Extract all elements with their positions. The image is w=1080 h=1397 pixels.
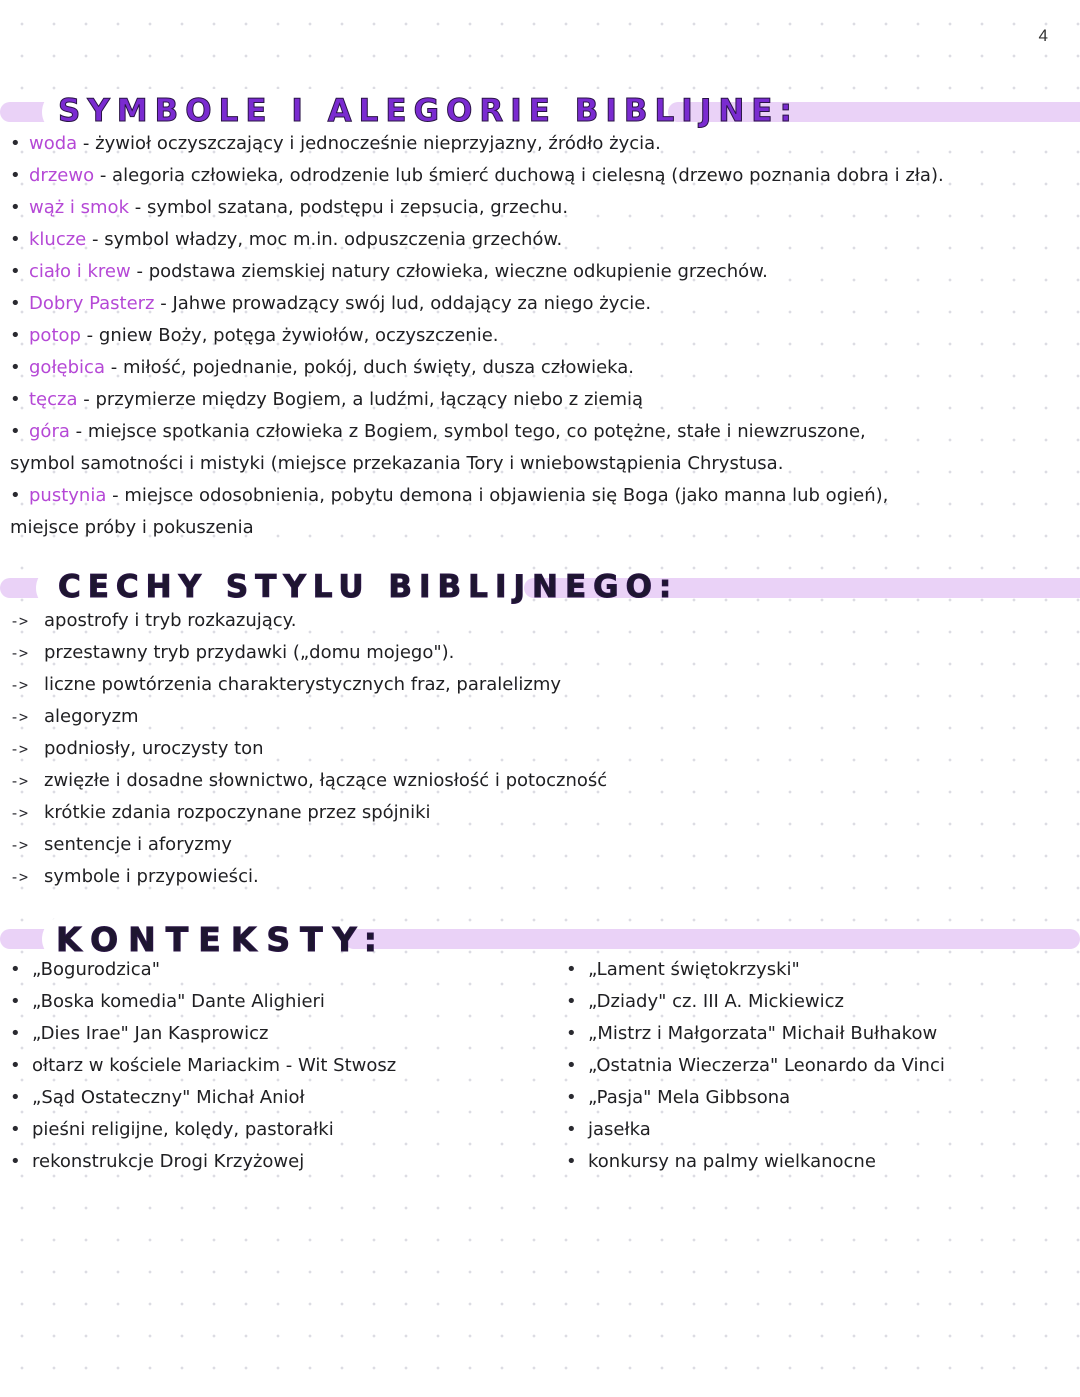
style-feature: krótkie zdania rozpoczynane przez spójniki [44, 802, 431, 823]
arrow-icon: -> [10, 804, 29, 822]
symbol-term: klucze [29, 229, 87, 250]
arrow-icon: -> [10, 612, 29, 630]
list-item [10, 480, 1078, 512]
bullet-dot: • [10, 293, 21, 314]
symbol-term: wąż i smok [29, 197, 129, 218]
list-item [10, 986, 396, 1018]
bullet-dot: • [10, 1087, 21, 1108]
arrow-icon: -> [10, 740, 29, 758]
symbol-term: potop [29, 325, 81, 346]
bullet-dot: • [10, 991, 21, 1012]
symbols-heading: SYMBOLE I ALEGORIE BIBLIJNE: [58, 93, 799, 129]
list-item-continuation: miejsce próby i pokuszenia [10, 517, 254, 538]
contexts-heading: KONTEKSTY: [56, 920, 387, 959]
symbol-description: miejsce odosobnienia, pobytu demona i objawienia się Boga (jako manna lub ogień), [124, 485, 889, 506]
context-item: konkursy na palmy wielkanocne [588, 1151, 876, 1172]
dash-separator: - [86, 229, 105, 250]
symbol-term: drzewo [29, 165, 95, 186]
dash-separator: - [94, 165, 113, 186]
symbol-description: przymierze między Bogiem, a ludźmi, łączący niebo z ziemią [95, 389, 644, 410]
context-item: „Boska komedia" Dante Alighieri [32, 991, 325, 1012]
bullet-dot: • [10, 1023, 21, 1044]
bullet-dot: • [566, 1151, 577, 1172]
list-item [10, 352, 1078, 384]
bullet-dot: • [10, 1055, 21, 1076]
list-item [10, 669, 1078, 701]
bullet-dot: • [10, 197, 21, 218]
bullet-dot: • [10, 485, 21, 506]
symbol-description: symbol szatana, podstępu i zepsucia, grzechu. [146, 197, 569, 218]
symbol-description: alegoria człowieka, odrodzenie lub śmierć duchową i cielesną (drzewo poznania dobra i zła). [112, 165, 944, 186]
context-item: „Dies Irae" Jan Kasprowicz [32, 1023, 269, 1044]
list-item [10, 733, 1078, 765]
dash-separator: - [69, 421, 88, 442]
list-item [566, 1050, 945, 1082]
dash-separator: - [154, 293, 173, 314]
dash-separator: - [106, 485, 125, 506]
style-feature: liczne powtórzenia charakterystycznych fraz, paralelizmy [44, 674, 562, 695]
context-item: rekonstrukcje Drogi Krzyżowej [32, 1151, 305, 1172]
bullet-dot: • [10, 229, 21, 250]
symbol-description: Jahwe prowadzący swój lud, oddający za niego życie. [172, 293, 652, 314]
list-item [566, 1146, 945, 1178]
style-feature: apostrofy i tryb rozkazujący. [44, 610, 297, 631]
style-feature: zwięzłe i dosadne słownictwo, łączące wzniosłość i potoczność [44, 770, 608, 791]
arrow-icon: -> [10, 676, 29, 694]
bullet-dot: • [10, 133, 21, 154]
list-item [10, 288, 1078, 320]
context-item: ołtarz w kościele Mariackim - Wit Stwosz [32, 1055, 397, 1076]
dash-separator: - [130, 261, 149, 282]
arrow-icon: -> [10, 836, 29, 854]
arrow-icon: -> [10, 644, 29, 662]
list-item [10, 797, 1078, 829]
bullet-dot: • [10, 1151, 21, 1172]
bullet-dot: • [10, 959, 21, 980]
list-item [10, 605, 1078, 637]
bullet-dot: • [566, 959, 577, 980]
dash-separator: - [104, 357, 123, 378]
list-item [10, 128, 1078, 160]
style-feature: przestawny tryb przydawki („domu mojego"). [44, 642, 455, 663]
context-item: jasełka [588, 1119, 651, 1140]
symbol-description: miejsce spotkania człowieka z Bogiem, symbol tego, co potężne, stałe i niewzruszone, [87, 421, 866, 442]
style-heading: CECHY STYLU BIBLIJNEGO: [58, 569, 679, 605]
page-number: 4 [1038, 26, 1048, 45]
bullet-dot: • [566, 1023, 577, 1044]
list-item [10, 1146, 396, 1178]
list-item [10, 701, 1078, 733]
list-item [10, 861, 1078, 893]
list-item [10, 829, 1078, 861]
symbol-description: żywioł oczyszczający i jednocześnie nieprzyjazny, źródło życia. [95, 133, 661, 154]
contexts-left-column [10, 954, 396, 1178]
bullet-dot: • [566, 1087, 577, 1108]
context-item: „Dziady" cz. III A. Mickiewicz [588, 991, 844, 1012]
context-item: „Bogurodzica" [32, 959, 160, 980]
list-item [10, 384, 1078, 416]
style-feature: alegoryzm [44, 706, 139, 727]
context-item: „Ostatnia Wieczerza" Leonardo da Vinci [588, 1055, 945, 1076]
dash-separator: - [77, 133, 96, 154]
list-item [10, 1050, 396, 1082]
list-item [10, 954, 396, 986]
symbol-description: miłość, pojednanie, pokój, duch święty, dusza człowieka. [122, 357, 635, 378]
context-item: „Mistrz i Małgorzata" Michaił Bułhakow [588, 1023, 938, 1044]
arrow-icon: -> [10, 868, 29, 886]
context-item: „Sąd Ostateczny" Michał Anioł [32, 1087, 305, 1108]
bullet-dot: • [10, 357, 21, 378]
list-item [10, 256, 1078, 288]
list-item [10, 765, 1078, 797]
bullet-dot: • [10, 389, 21, 410]
heading-highlight-right [344, 929, 1080, 949]
arrow-icon: -> [10, 772, 29, 790]
list-item [10, 1082, 396, 1114]
list-item [10, 637, 1078, 669]
bullet-dot: • [566, 991, 577, 1012]
context-item: pieśni religijne, kolędy, pastorałki [32, 1119, 334, 1140]
bullet-dot: • [566, 1119, 577, 1140]
list-item [10, 224, 1078, 256]
symbol-term: góra [29, 421, 70, 442]
dash-separator: - [129, 197, 147, 218]
dash-separator: - [77, 389, 96, 410]
list-item [10, 320, 1078, 352]
bullet-dot: • [10, 1119, 21, 1140]
list-item [566, 986, 945, 1018]
list-item [10, 1114, 396, 1146]
bullet-dot: • [10, 421, 21, 442]
dash-separator: - [80, 325, 99, 346]
arrow-icon: -> [10, 708, 29, 726]
list-item-continuation: symbol samotności i mistyki (miejsce przekazania Tory i wniebowstąpienia Chrystusa. [10, 453, 784, 474]
bullet-dot: • [566, 1055, 577, 1076]
context-item: „Pasja" Mela Gibbsona [588, 1087, 791, 1108]
list-item [566, 1018, 945, 1050]
list-item [10, 1018, 396, 1050]
symbol-term: woda [29, 133, 78, 154]
list-item [10, 192, 1078, 224]
bullet-dot: • [10, 325, 21, 346]
symbol-term: pustynia [29, 485, 107, 506]
list-item [566, 1082, 945, 1114]
list-item [10, 416, 1078, 448]
bullet-dot: • [10, 261, 21, 282]
style-list [10, 605, 1078, 893]
symbol-description: podstawa ziemskiej natury człowieka, wieczne odkupienie grzechów. [148, 261, 768, 282]
list-item [566, 954, 945, 986]
style-feature: sentencje i aforyzmy [44, 834, 232, 855]
style-feature: podniosły, uroczysty ton [44, 738, 264, 759]
list-item [566, 1114, 945, 1146]
symbol-term: ciało i krew [29, 261, 131, 282]
symbol-description: gniew Boży, potęga żywiołów, oczyszczenie. [98, 325, 499, 346]
symbol-term: Dobry Pasterz [29, 293, 155, 314]
contexts-right-column [566, 954, 945, 1178]
context-item: „Lament świętokrzyski" [588, 959, 800, 980]
style-feature: symbole i przypowieści. [44, 866, 259, 887]
symbol-term: gołębica [29, 357, 105, 378]
list-item [10, 160, 1078, 192]
symbol-term: tęcza [29, 389, 78, 410]
bullet-dot: • [10, 165, 21, 186]
symbol-description: symbol władzy, moc m.in. odpuszczenia grzechów. [104, 229, 563, 250]
symbols-list [10, 128, 1078, 544]
